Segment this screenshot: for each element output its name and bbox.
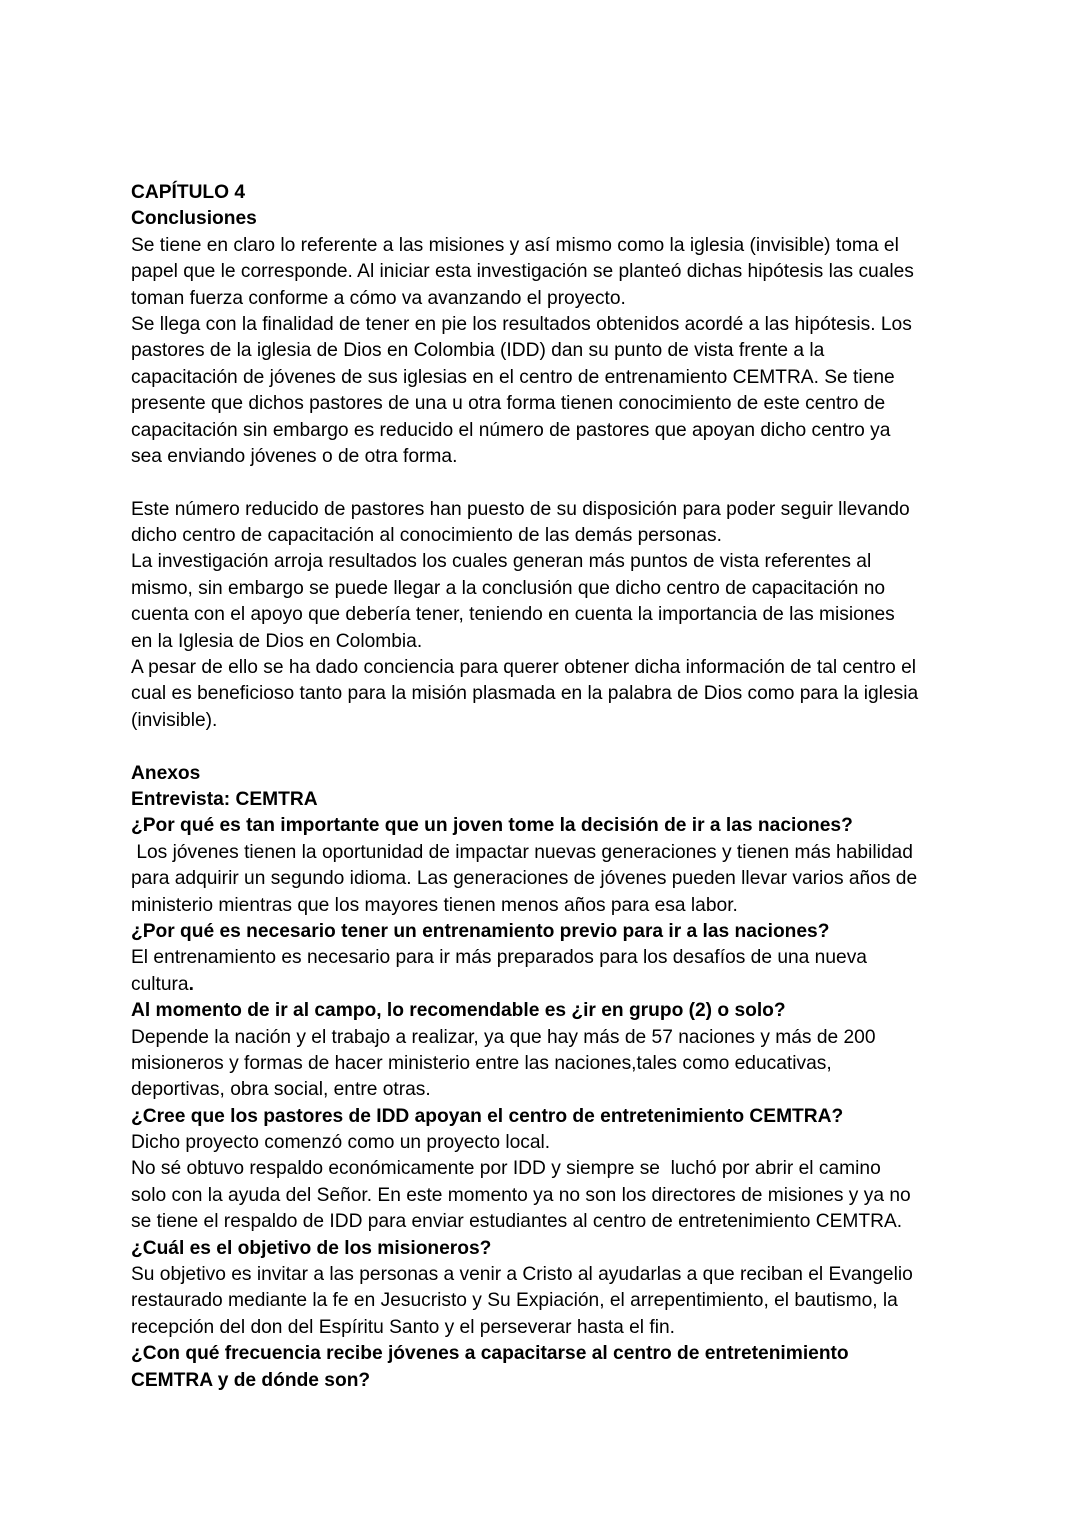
paragraph-2	[131, 312, 961, 470]
text-fragment-bold: .	[188, 973, 194, 995]
answer-5	[131, 1262, 961, 1341]
text-line: presente que dichos pastores de una u otra forma tienen conocimiento de este centro de	[131, 393, 886, 415]
text-line: La investigación arroja resultados los cuales generan más puntos de vista referentes al	[131, 551, 872, 573]
text-line: solo con la ayuda del Señor. En este momento ya no son los directores de misiones y ya no	[131, 1184, 911, 1206]
text-line: capacitación sin embargo es reducido el número de pastores que apoyan dicho centro ya	[131, 419, 891, 441]
text-line: Dicho proyecto comenzó como un proyecto local.	[131, 1132, 551, 1154]
text-line	[131, 972, 961, 998]
blank-line	[131, 470, 961, 496]
interview-title: Entrevista: CEMTRA	[131, 788, 318, 810]
question-6	[131, 1341, 961, 1394]
text-line: No sé obtuvo respaldo económicamente por IDD y siempre se luchó por abrir el camino	[131, 1158, 881, 1180]
text-line: sea enviando jóvenes o de otra forma.	[131, 445, 458, 467]
text-line: recepción del don del Espíritu Santo y el perseverar hasta el fin.	[131, 1316, 675, 1338]
text-line: mismo, sin embargo se puede llegar a la conclusión que dicho centro de capacitación no	[131, 577, 886, 599]
text-line: Depende la nación y el trabajo a realizar, ya que hay más de 57 naciones y más de 200	[131, 1026, 876, 1048]
paragraph-5	[131, 655, 961, 734]
answer-3	[131, 1025, 961, 1104]
text-line: deportivas, obra social, entre otras.	[131, 1079, 431, 1101]
text-line: restaurado mediante la fe en Jesucristo y Su Expiación, el arrepentimiento, el bautismo, la	[131, 1290, 898, 1312]
text-line: Se llega con la finalidad de tener en pie los resultados obtenidos acordé a las hipótesis. Los	[131, 313, 912, 335]
answer-1	[131, 840, 961, 919]
text-line: ministerio mientras que los mayores tienen menos años para esa labor.	[131, 894, 738, 916]
question-2: ¿Por qué es necesario tener un entrenamiento previo para ir a las naciones?	[131, 920, 830, 942]
question-3: Al momento de ir al campo, lo recomendable es ¿ir en grupo (2) o solo?	[131, 1000, 786, 1022]
paragraph-1	[131, 233, 961, 312]
text-line: Se tiene en claro lo referente a las misiones y así mismo como la iglesia (invisible) toma el	[131, 234, 899, 256]
text-line: se tiene el respaldo de IDD para enviar estudiantes al centro de entretenimiento CEMTRA.	[131, 1211, 903, 1233]
text-line: misioneros y formas de hacer ministerio entre las naciones,tales como educativas,	[131, 1052, 832, 1074]
text-line: CEMTRA y de dónde son?	[131, 1369, 371, 1391]
answer-4	[131, 1130, 961, 1236]
paragraph-3	[131, 497, 961, 550]
annex-heading: Anexos	[131, 762, 201, 784]
paragraph-4	[131, 549, 961, 655]
chapter-title: Conclusiones	[131, 208, 257, 230]
document-page	[131, 180, 961, 1394]
text-line: pastores de la iglesia de Dios en Colombia (IDD) dan su punto de vista frente a la	[131, 340, 825, 362]
text-fragment: cultura	[131, 973, 189, 995]
text-line: toman fuerza conforme a cómo va avanzando el proyecto.	[131, 287, 626, 309]
text-line: Este número reducido de pastores han puesto de su disposición para poder seguir llevando	[131, 498, 910, 520]
chapter-heading: CAPÍTULO 4	[131, 182, 246, 203]
question-4: ¿Cree que los pastores de IDD apoyan el centro de entretenimiento CEMTRA?	[131, 1105, 844, 1127]
text-line: (invisible).	[131, 709, 218, 731]
text-line: El entrenamiento es necesario para ir más preparados para los desafíos de una nueva	[131, 947, 867, 969]
text-line: papel que le corresponde. Al iniciar esta investigación se planteó dichas hipótesis las cuales	[131, 261, 914, 283]
text-line: cuenta con el apoyo que debería tener, teniendo en cuenta la importancia de las misiones	[131, 604, 895, 626]
text-line: Su objetivo es invitar a las personas a venir a Cristo al ayudarlas a que reciban el Evangelio	[131, 1264, 913, 1286]
text-line: A pesar de ello se ha dado conciencia para querer obtener dicha información de tal centro el	[131, 657, 917, 679]
text-line: para adquirir un segundo idioma. Las generaciones de jóvenes pueden llevar varios años de	[131, 868, 918, 890]
text-line: Los jóvenes tienen la oportunidad de impactar nuevas generaciones y tienen más habilidad	[131, 841, 913, 863]
question-5: ¿Cuál es el objetivo de los misioneros?	[131, 1237, 492, 1259]
answer-2	[131, 945, 961, 998]
blank-line	[131, 734, 961, 760]
text-line: cual es beneficioso tanto para la misión plasmada en la palabra de Dios como para la iglesia	[131, 683, 919, 705]
text-line: dicho centro de capacitación al conocimiento de las demás personas.	[131, 525, 722, 547]
text-line: ¿Con qué frecuencia recibe jóvenes a capacitarse al centro de entretenimiento	[131, 1343, 849, 1365]
question-1: ¿Por qué es tan importante que un joven tome la decisión de ir a las naciones?	[131, 815, 853, 837]
text-line: capacitación de jóvenes de sus iglesias en el centro de entrenamiento CEMTRA. Se tiene	[131, 366, 895, 388]
text-line: en la Iglesia de Dios en Colombia.	[131, 630, 423, 652]
